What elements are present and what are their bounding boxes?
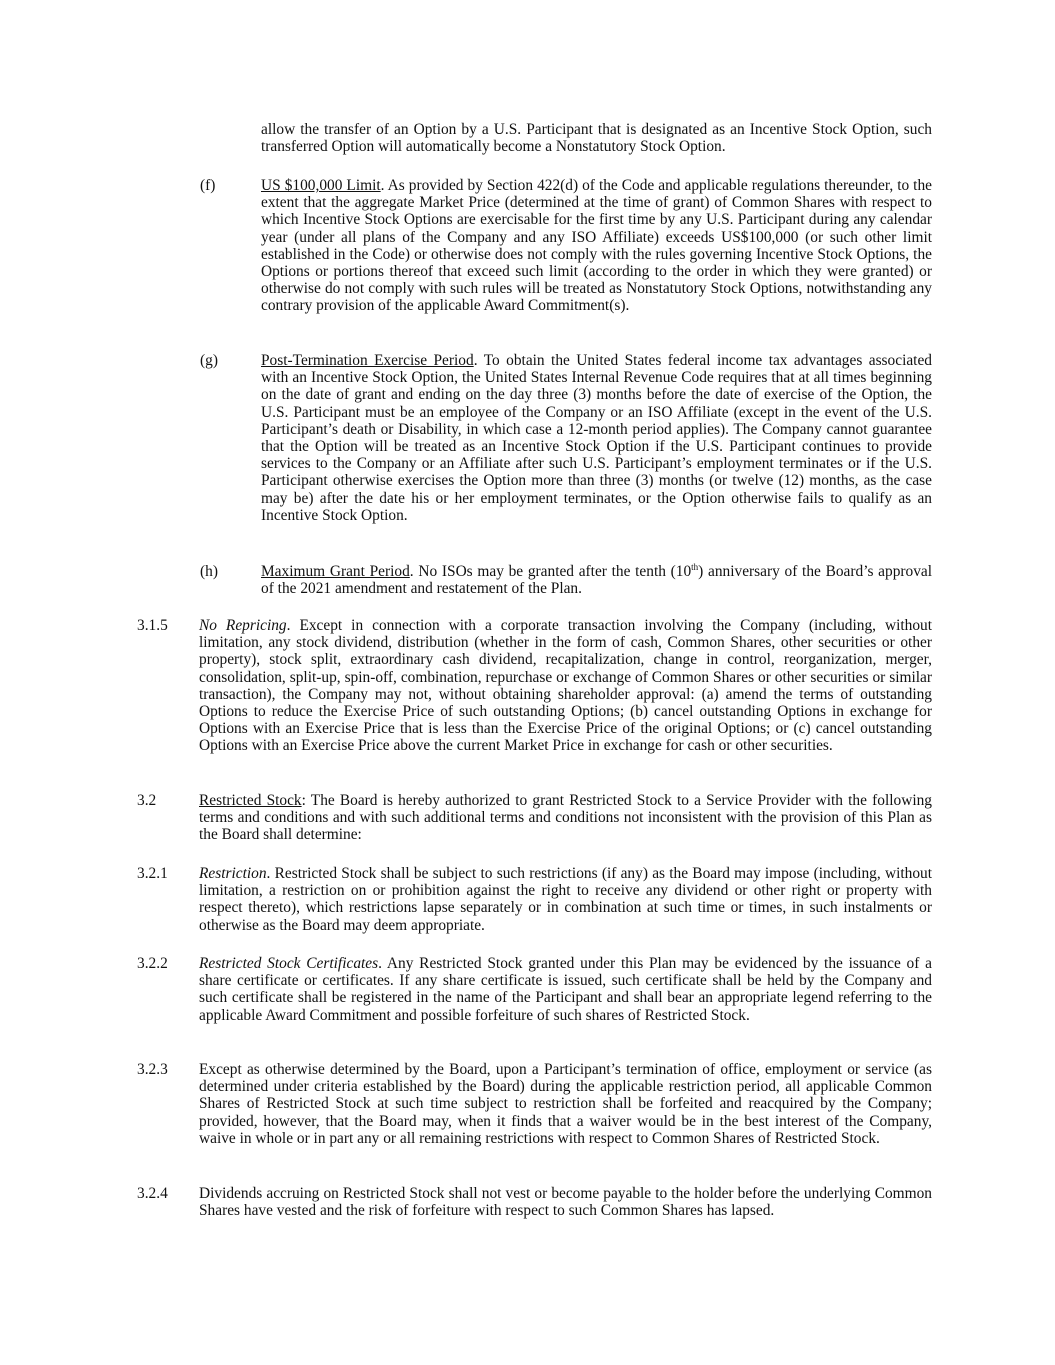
item-g-body: . To obtain the United States federal income tax advantages associated with an Incentive Stock Option, the United States Internal Revenue Code requires that at all times beginning on the date of grant and ending on the day three (3) months before the date of exercise of the Option, the U.S. Participant must be an employee of the Company or an ISO Affiliate (except in the event of the U.S. Participant’s death or Disability, in which case a 12-month period applies). The Company cannot guarantee that the Option will be treated as an Incentive Stock Option if the U.S. Participant continues to provide services to the Company or an Affiliate after such U.S. Participant’s employment terminates or if the U.S. Participant otherwise exercises the Option more than three (3) months (or twelve (12) months, as the case may be) after the date his or her employment terminates, or the Option otherwise fails to qualify as an Incentive Stock Option.	[261, 352, 932, 524]
section-3-2-1-body: . Restricted Stock shall be subject to such restrictions (if any) as the Board may impose (including, without limitation, a restriction on or prohibition against the right to receive any dividend or other right or property with respect thereto), which restrictions lapse separately or in combination at such time or times, in such instalments or otherwise as the Board may deem appropriate.	[199, 865, 932, 934]
section-3-2-2-number: 3.2.2	[137, 955, 168, 972]
continuation-text: allow the transfer of an Option by a U.S. Participant that is designated as an Incentive Stock Option, such transferred Option will automatically become a Nonstatutory Stock Option.	[261, 121, 932, 156]
section-3-2-3-number: 3.2.3	[137, 1061, 168, 1078]
section-3-2-3-paragraph	[199, 1061, 932, 1147]
item-h-heading: Maximum Grant Period	[261, 563, 410, 580]
item-h-label: (h)	[200, 563, 218, 580]
item-f-label: (f)	[200, 177, 216, 194]
item-h-body-before: . No ISOs may be granted after the tenth (10	[409, 563, 692, 580]
section-3-1-5-number: 3.1.5	[137, 617, 168, 634]
item-g-paragraph	[261, 352, 932, 524]
section-3-2-body: : The Board is hereby authorized to grant Restricted Stock to a Service Provider with the following terms and conditions and with such additional terms and conditions not inconsistent with the provision of this Plan as the Board shall determine:	[199, 792, 932, 844]
section-3-1-5-heading: No Repricing	[199, 617, 287, 634]
item-h-body-after: ) anniversary of the Board’s approval of the 2021 amendment and restatement of the Plan.	[261, 563, 933, 598]
section-3-2-2-heading: Restricted Stock Certificates	[199, 955, 379, 972]
section-3-2-3-body: Except as otherwise determined by the Board, upon a Participant’s termination of office, employment or service (as determined under criteria established by the Board) during the applicable restriction period, all applicable Common Shares of Restricted Stock at such time subject to restriction shall be forfeited and reacquired by the Company; provided, however, that the Board may, when it finds that a waiver would be in the best interest of the Company, waive in whole or in part any or all remaining restrictions with respect to Common Shares of Restricted Stock.	[199, 1061, 932, 1147]
item-f-body: . As provided by Section 422(d) of the Code and applicable regulations thereunder, to the extent that the aggregate Market Price (determined at the time of grant) of Common Shares with respect to which Incentive Stock Options are exercisable for the first time by any U.S. Participant during any calendar year (under all plans of the Company and any ISO Affiliate) exceeds US$100,000 (or such other limit established in the Code) or otherwise does not comply with the rules governing Incentive Stock Options, the Options or portions thereof that exceed such limit (according to the order in which they were granted) or otherwise do not comply with such rules will be treated as Nonstatutory Stock Options, notwithstanding any contrary provision of the applicable Award Commitment(s).	[261, 177, 932, 315]
section-3-1-5-paragraph	[199, 617, 932, 755]
item-g-heading: Post-Termination Exercise Period	[261, 352, 474, 369]
section-3-2-heading: Restricted Stock	[199, 792, 302, 809]
section-3-2-4-paragraph	[199, 1185, 932, 1219]
section-3-2-1-number: 3.2.1	[137, 865, 168, 882]
item-h-paragraph	[261, 563, 932, 597]
item-g-label: (g)	[200, 352, 218, 369]
continuation-paragraph	[261, 121, 932, 155]
section-3-2-4-body: Dividends accruing on Restricted Stock shall not vest or become payable to the holder before the underlying Common Shares have vested and the risk of forfeiture with respect to such Common Shares has lapsed.	[199, 1185, 932, 1220]
section-3-2-2-paragraph	[199, 955, 932, 1024]
section-3-1-5-body: . Except in connection with a corporate transaction involving the Company (including, without limitation, any stock dividend, distribution (whether in the form of cash, Common Shares, other securities or other property), stock split, extraordinary cash dividend, recapitalization, change in control, reorganization, merger, consolidation, split-up, spin-off, combination, repurchase or exchange of Common Shares or other securities or similar transaction), the Company may not, without obtaining shareholder approval: (a) amend the terms of outstanding Options to reduce the Exercise Price of such outstanding Options; (b) cancel outstanding Options in exchange for Options with an Exercise Price that is less than the Exercise Price of the original Options; or (c) cancel outstanding Options with an Exercise Price above the current Market Price in exchange for cash or other securities.	[199, 617, 933, 755]
item-h-superscript: th	[691, 561, 699, 572]
section-3-2-2-body: . Any Restricted Stock granted under this Plan may be evidenced by the issuance of a share certificate or certificates. If any share certificate is issued, such certificate shall be held by the Company and such certificate shall be registered in the name of the Participant and shall bear an appropriate legend referring to the applicable Award Commitment and possible forfeiture of such shares of Restricted Stock.	[199, 955, 932, 1024]
item-f-heading: US $100,000 Limit	[261, 177, 381, 194]
section-3-2-4-number: 3.2.4	[137, 1185, 168, 1202]
section-3-2-paragraph	[199, 792, 932, 844]
section-3-2-number: 3.2	[137, 792, 157, 809]
section-3-2-1-paragraph	[199, 865, 932, 934]
section-3-2-1-heading: Restriction	[199, 865, 267, 882]
item-f-paragraph	[261, 177, 932, 315]
